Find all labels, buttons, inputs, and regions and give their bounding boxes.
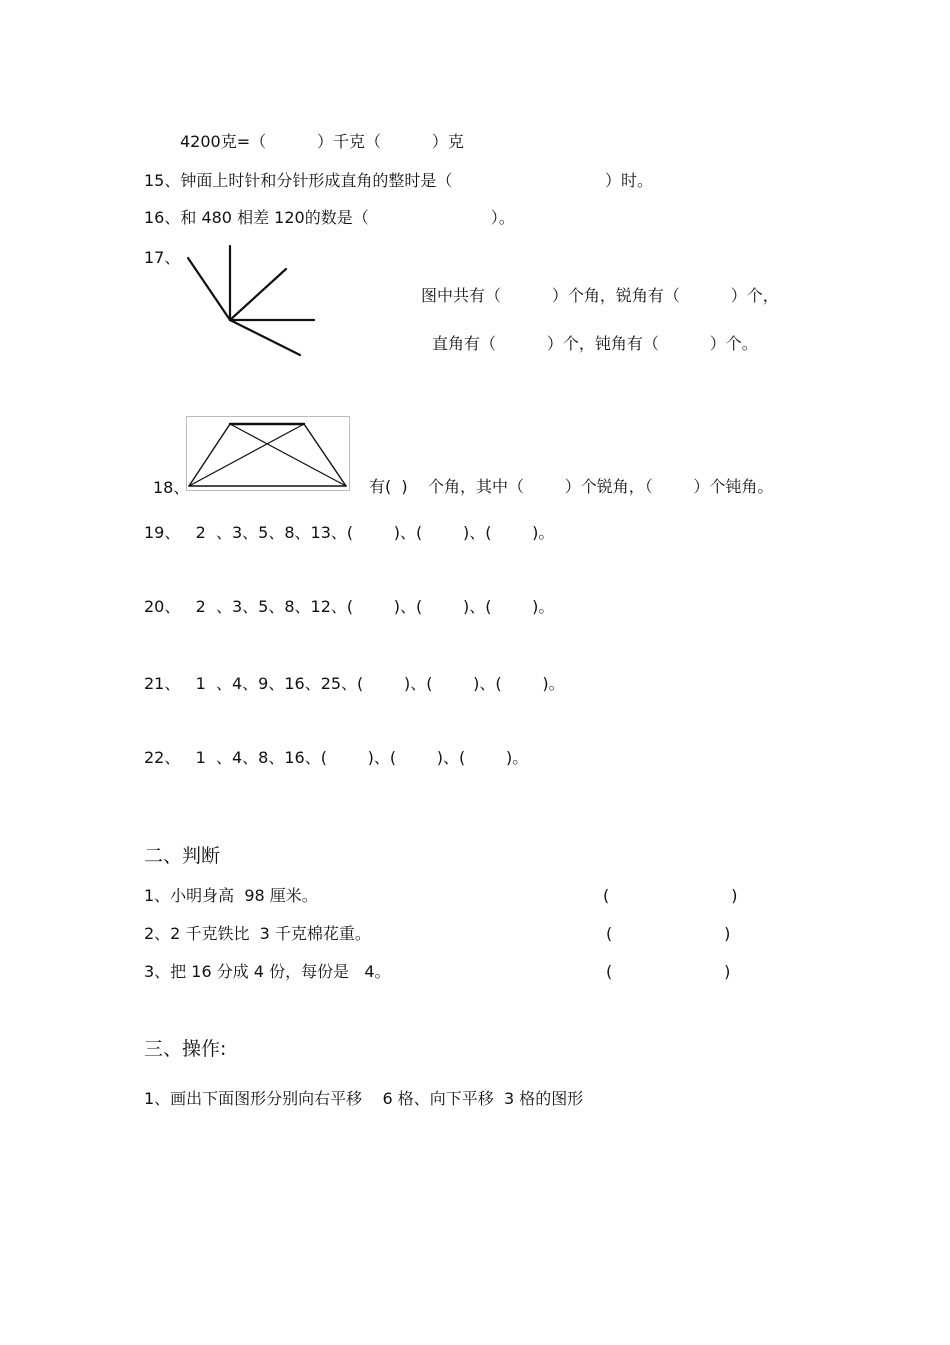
question-16: 16、和 480 相差 120的数是（ ）。 bbox=[144, 208, 515, 227]
question-21: 21、 1 、4、9、16、25、( )、( )、( )。 bbox=[144, 674, 565, 693]
judge-item-3-blank: ( ) bbox=[606, 962, 731, 981]
question-22: 22、 1 、4、8、16、( )、( )、( )。 bbox=[144, 748, 529, 767]
angles-figure bbox=[180, 240, 320, 360]
section-2-title: 二、判断 bbox=[144, 845, 221, 867]
operation-item-1: 1、画出下面图形分别向右平移 6 格、向下平移 3 格的图形 bbox=[144, 1089, 584, 1108]
section-3-title: 三、操作: bbox=[144, 1038, 227, 1060]
judge-item-1-blank: ( ) bbox=[603, 886, 738, 905]
judge-item-1: 1、小明身高 98 厘米。 bbox=[144, 886, 318, 905]
question-17-line-1: 图中共有（ ）个角，锐角有（ ）个， bbox=[421, 286, 779, 305]
question-14: 4200克=（ ）千克（ ）克 bbox=[180, 132, 464, 151]
judge-item-2-blank: ( ) bbox=[606, 924, 731, 943]
question-17-line-2: 直角有（ ）个，钝角有（ ）个。 bbox=[432, 334, 758, 353]
question-15: 15、钟面上时针和分针形成直角的整时是（ ）时。 bbox=[144, 171, 653, 190]
judge-item-3: 3、把 16 分成 4 份，每份是 4。 bbox=[144, 962, 391, 981]
judge-item-2: 2、2 千克铁比 3 千克棉花重。 bbox=[144, 924, 371, 943]
question-19: 19、 2 、3、5、8、13、( )、( )、( )。 bbox=[144, 523, 555, 542]
trapezoid-figure bbox=[186, 416, 351, 492]
question-18-number: 18、 bbox=[153, 478, 190, 497]
question-17-number: 17、 bbox=[144, 248, 181, 267]
question-18: 有( ) 个角，其中（ ）个锐角，（ ）个钝角。 bbox=[369, 477, 774, 496]
question-20: 20、 2 、3、5、8、12、( )、( )、( )。 bbox=[144, 597, 555, 616]
